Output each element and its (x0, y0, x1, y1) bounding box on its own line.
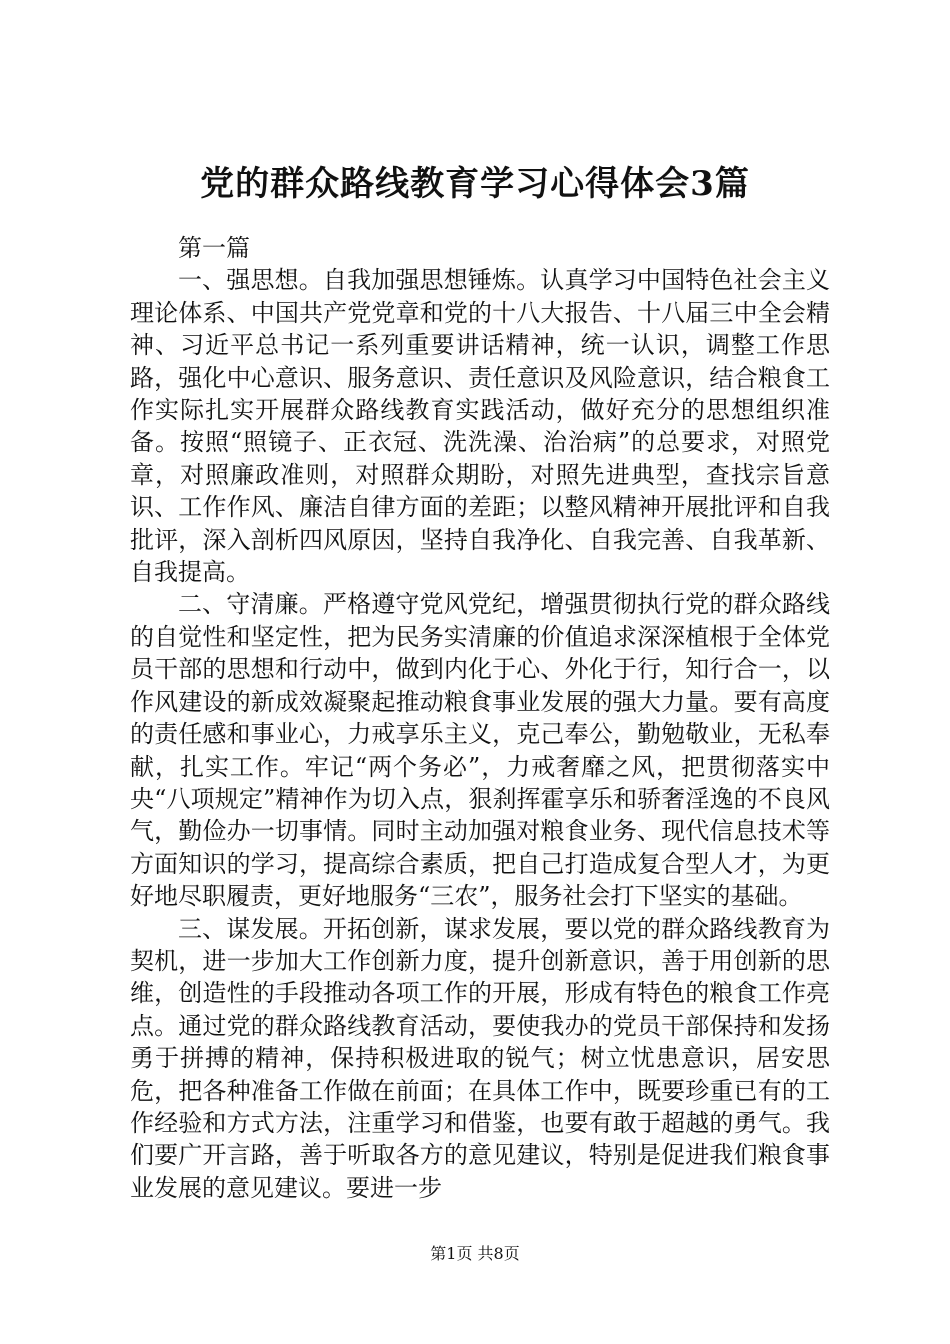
paragraph-seek-development: 三、谋发展。开拓创新，谋求发展，要以党的群众路线教育为契机，进一步加大工作创新力度，提升创新意识，善于用创新的思维，创造性的手段推动各项工作的开展，形成有特色的粮食工作亮点。通过党的群众路线教育活动，要使我办的党员干部保持和发扬勇于拼搏的精神，保持积极进取的锐气；树立忧患意识，居安思危，把各种准备工作做在前面；在具体工作中，既要珍重已有的工作经验和方式方法，注重学习和借鉴，也要有敢于超越的勇气。我们要广开言路，善于听取各方的意见建议，特别是促进我们粮食事业发展的意见建议。要进一步 (130, 914, 830, 1202)
paragraph-keep-clean: 二、守清廉。严格遵守党风党纪，增强贯彻执行党的群众路线的自觉性和坚定性，把为民务实清廉的价值追求深深植根于全体党员干部的思想和行动中，做到内化于心、外化于行，知行合一，以作风建设的新成效凝聚起推动粮食事业发展的强大力量。要有高度的责任感和事业心，力戒享乐主义，克己奉公，勤勉敬业，无私奉献，扎实工作。牢记“两个务必”，力戒奢靡之风，把贯彻落实中央“八项规定”精神作为切入点，狠刹挥霍享乐和骄奢淫逸的不良风气，勤俭办一切事情。同时主动加强对粮食业务、现代信息技术等方面知识的学习，提高综合素质，把自己打造成复合型人才，为更好地尽职履责，更好地服务“三农”，服务社会打下坚实的基础。 (130, 590, 830, 911)
section-heading: 第一篇 (178, 234, 250, 262)
document-body (130, 232, 830, 1204)
page-footer: 第1页 共8页 (430, 1244, 520, 1263)
document-title: 党的群众路线教育学习心得体会3篇 (200, 164, 750, 204)
paragraph-strengthen-thought: 一、强思想。自我加强思想锤炼。认真学习中国特色社会主义理论体系、中国共产党党章和党的十八大报告、十八届三中全会精神、习近平总书记一系列重要讲话精神，统一认识，调整工作思路，强化中心意识、服务意识、责任意识及风险意识，结合粮食工作实际扎实开展群众路线教育实践活动，做好充分的思想组织准备。按照“照镜子、正衣冠、洗洗澡、治治病”的总要求，对照党章，对照廉政准则，对照群众期盼，对照先进典型，查找宗旨意识、工作作风、廉洁自律方面的差距；以整风精神开展批评和自我批评，深入剖析四风原因，坚持自我净化、自我完善、自我革新、自我提高。 (130, 266, 830, 587)
